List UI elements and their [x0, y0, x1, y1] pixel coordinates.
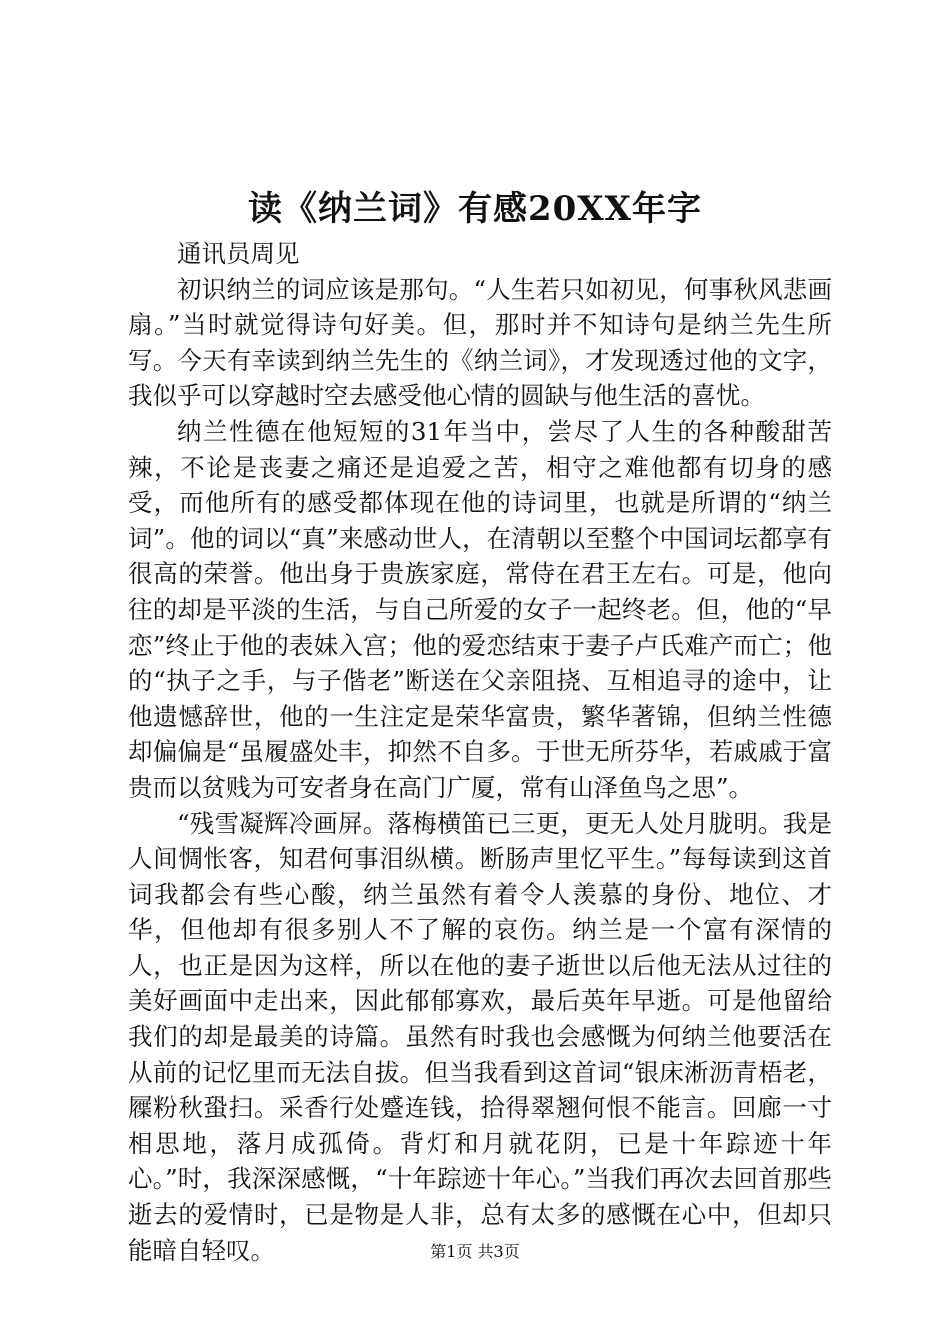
paragraph: “残雪凝辉冷画屏。落梅横笛已三更，更无人处月胧明。我是人间惆怅客，知君何事泪纵横。断肠声里忆平生。”每每读到这首词我都会有些心酸，纳兰虽然有着令人羡慕的身份、地位、才华，但他却有很多别人不了解的哀伤。纳兰是一个富有深情的人，也正是因为这样，所以在他的妻子逝世以后他无法从过往的美好画面中走出来，因此郁郁寡欢，最后英年早逝。可是他留给我们的却是最美的诗篇。虽然有时我也会感慨为何纳兰他要活在从前的记忆里而无法自拔。但当我看到这首词“银床淅沥青梧老，屧粉秋蛩扫。采香行处蹙连钱，拾得翠翘何恨不能言。回廊一寸相思地，落月成孤倚。背灯和月就花阴，已是十年踪迹十年心。”时，我深深感慨，“十年踪迹十年心。”当我们再次去回首那些逝去的爱情时，已是物是人非，总有太多的感慨在心中，但却只能暗自轻叹。 [128, 808, 832, 1265]
page-number-footer: 第1页 共3页 [430, 1242, 520, 1261]
author-line: 通讯员周见 [177, 239, 300, 268]
document-body [128, 236, 832, 1268]
paragraph: 初识纳兰的词应该是那句。“人生若只如初见，何事秋风悲画扇。”当时就觉得诗句好美。但，那时并不知诗句是纳兰先生所写。今天有幸读到纳兰先生的《纳兰词》，才发现透过他的文字，我似乎可以穿越时空去感受他心情的圆缺与他生活的喜忧。 [128, 274, 832, 411]
document-title: 读《纳兰词》有感20XX年字 [247, 189, 703, 229]
paragraph: 纳兰性德在他短短的31年当中，尝尽了人生的各种酸甜苦辣，不论是丧妻之痛还是追爱之苦，相守之难他都有切身的感受，而他所有的感受都体现在他的诗词里，也就是所谓的“纳兰词”。他的词以“真”来感动世人，在清朝以至整个中国词坛都享有很高的荣誉。他出身于贵族家庭，常侍在君王左右。可是，他向往的却是平淡的生活，与自己所爱的女子一起终老。但，他的“早恋”终止于他的表妹入宫；他的爱恋结束于妻子卢氏难产而亡；他的“执子之手，与子偕老”断送在父亲阻挠、互相追寻的途中，让他遗憾辞世，他的一生注定是荣华富贵，繁华著锦，但纳兰性德却偏偏是“虽履盛处丰，抑然不自多。于世无所芬华，若戚戚于富贵而以贫贱为可安者身在高门广厦，常有山泽鱼鸟之思”。 [128, 416, 832, 802]
